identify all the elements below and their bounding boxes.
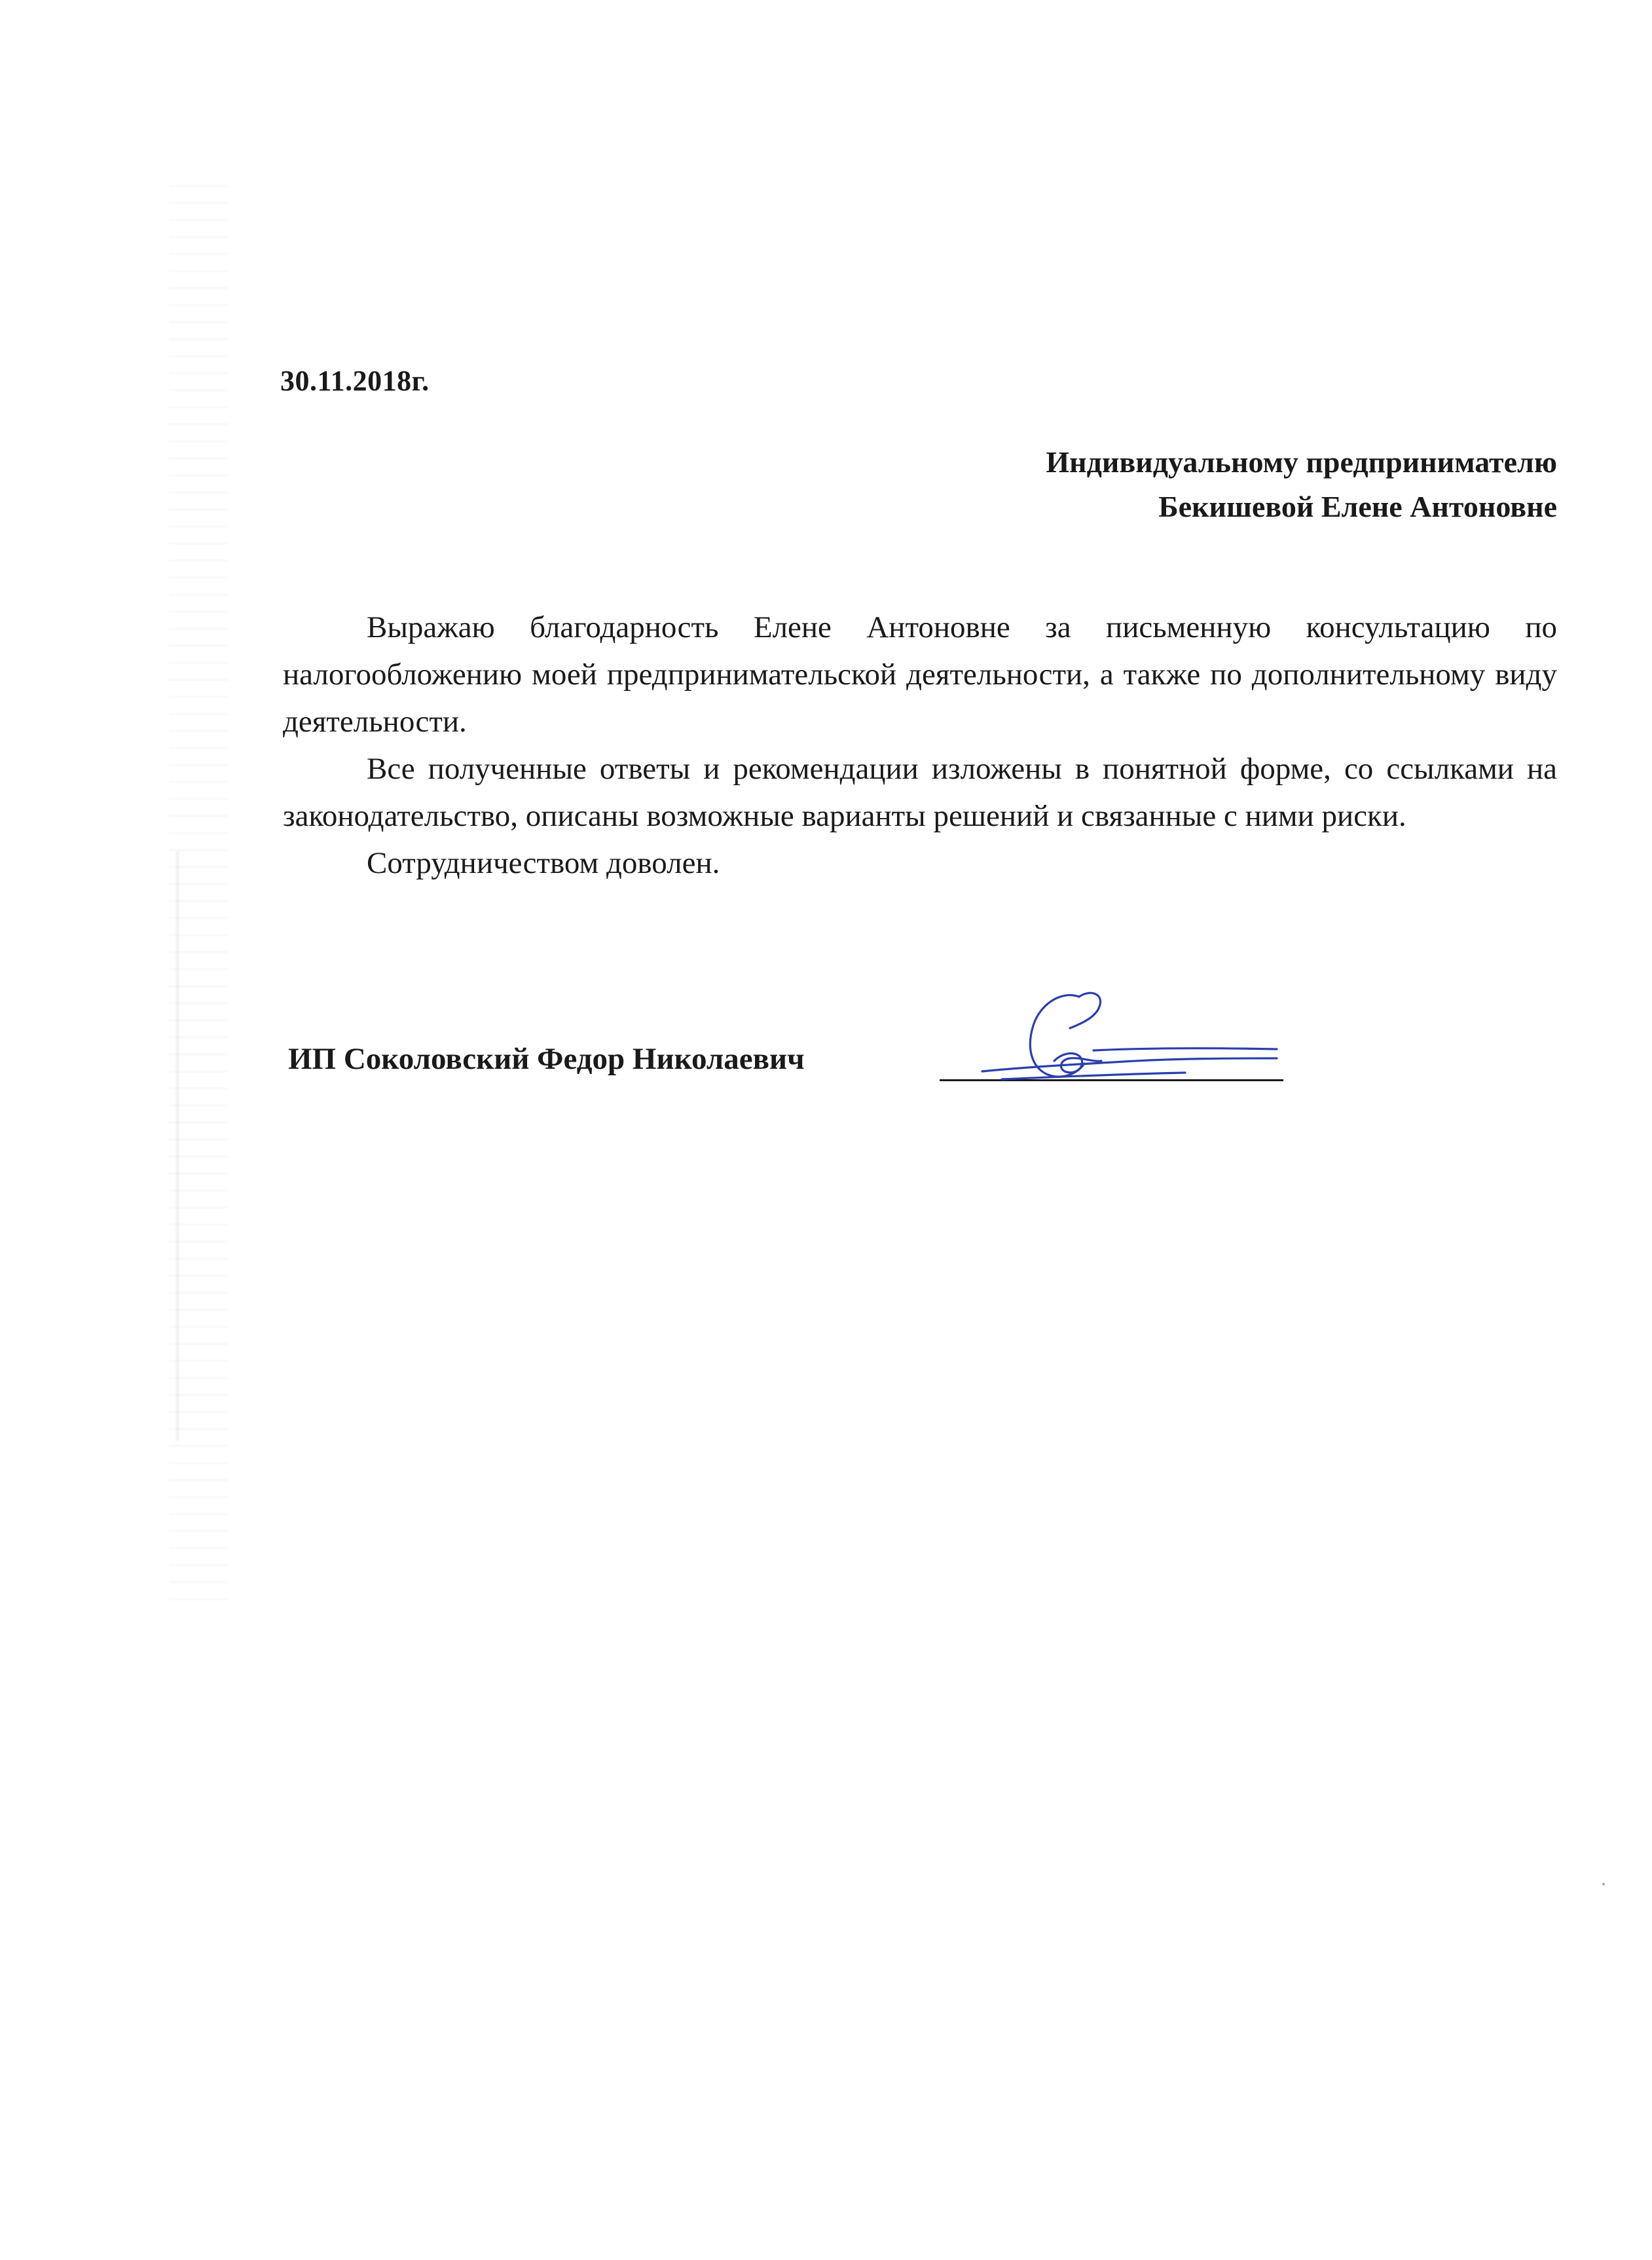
paragraph: Все полученные ответы и рекомендации изложены в понятной форме, со ссылками на законодательство, описаны возможные варианты решений и связанные с ними риски. xyxy=(283,752,1557,833)
paragraph: Выражаю благодарность Елене Антоновне за письменную консультацию по налогообложению моей предпринимательской деятельности, а также по дополнительному виду деятельности. xyxy=(283,610,1557,739)
scan-speck xyxy=(1602,1883,1605,1885)
signatory-name: ИП Соколовский Федор Николаевич xyxy=(288,1042,805,1076)
handwritten-signature xyxy=(963,982,1290,1094)
paragraph: Сотрудничеством доволен. xyxy=(367,846,720,880)
addressee-title: Индивидуальному предпринимателю xyxy=(1046,445,1557,479)
scan-artifact xyxy=(175,851,179,1441)
addressee-block xyxy=(1046,440,1557,529)
letter-body xyxy=(283,604,1557,887)
letter-date: 30.11.2018г. xyxy=(280,365,430,397)
addressee-name: Бекишевой Елене Антоновне xyxy=(1158,490,1557,523)
